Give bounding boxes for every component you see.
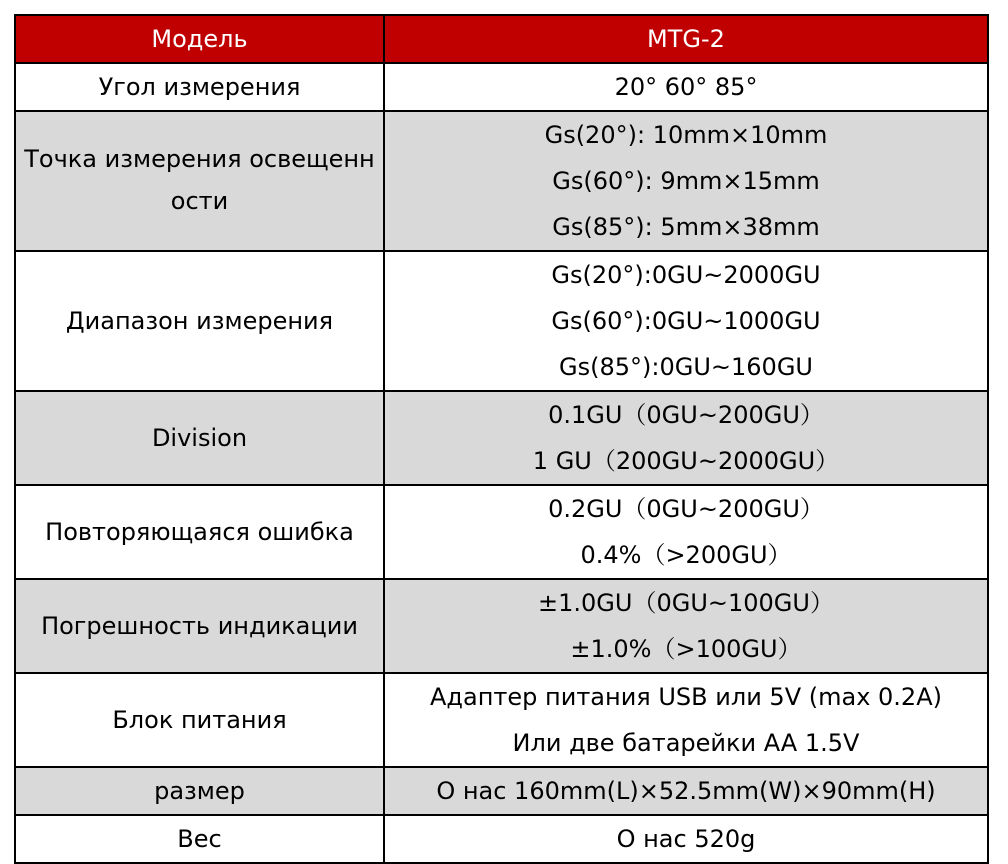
row-division <box>15 391 988 485</box>
row-weight <box>15 815 988 863</box>
value-line: ±1.0%（>100GU） <box>570 635 802 663</box>
row-value <box>384 251 988 391</box>
value-line: Gs(20°):0GU~2000GU <box>551 261 821 289</box>
value-line: Адаптер питания USB или 5V (max 0.2A) <box>430 683 942 711</box>
row-size <box>15 767 988 815</box>
row-label: Division <box>15 391 384 485</box>
row-measure-point <box>15 111 988 251</box>
row-label: Блок питания <box>15 673 384 767</box>
row-value <box>384 111 988 251</box>
row-angle <box>15 63 988 111</box>
row-label: Угол измерения <box>15 63 384 111</box>
value-line: ±1.0GU（0GU~100GU） <box>538 589 834 617</box>
value-line: О нас 160mm(L)×52.5mm(W)×90mm(H) <box>436 777 936 805</box>
value-line: Gs(85°):0GU~160GU <box>559 353 813 381</box>
value-line: 1 GU（200GU~2000GU） <box>532 447 840 475</box>
row-label: размер <box>15 767 384 815</box>
value-line: Gs(60°):0GU~1000GU <box>551 307 821 335</box>
value-line: 0.4%（>200GU） <box>580 541 792 569</box>
value-line: О нас 520g <box>616 825 756 853</box>
row-value <box>384 767 988 815</box>
row-value <box>384 391 988 485</box>
row-power <box>15 673 988 767</box>
value-line: Gs(60°): 9mm×15mm <box>552 167 820 195</box>
value-line: Gs(85°): 5mm×38mm <box>552 213 820 241</box>
row-value <box>384 485 988 579</box>
row-indication-error <box>15 579 988 673</box>
header-model-label: Модель <box>15 15 384 63</box>
row-value <box>384 63 988 111</box>
spec-table <box>14 14 989 864</box>
value-line: Gs(20°): 10mm×10mm <box>544 121 828 149</box>
value-line: 0.1GU（0GU~200GU） <box>548 401 824 429</box>
row-label: Диапазон измерения <box>15 251 384 391</box>
row-repeat-error <box>15 485 988 579</box>
value-line: 0.2GU（0GU~200GU） <box>548 495 824 523</box>
value-line: 20° 60° 85° <box>614 73 758 101</box>
row-range <box>15 251 988 391</box>
row-label: Точка измерения освещенности <box>15 111 384 251</box>
row-value <box>384 579 988 673</box>
row-value <box>384 815 988 863</box>
row-value <box>384 673 988 767</box>
row-label: Погрешность индикации <box>15 579 384 673</box>
header-row <box>15 15 988 63</box>
header-model-value: MTG-2 <box>384 15 988 63</box>
row-label: Вес <box>15 815 384 863</box>
row-label: Повторяющаяся ошибка <box>15 485 384 579</box>
value-line: Или две батарейки AA 1.5V <box>512 729 860 757</box>
